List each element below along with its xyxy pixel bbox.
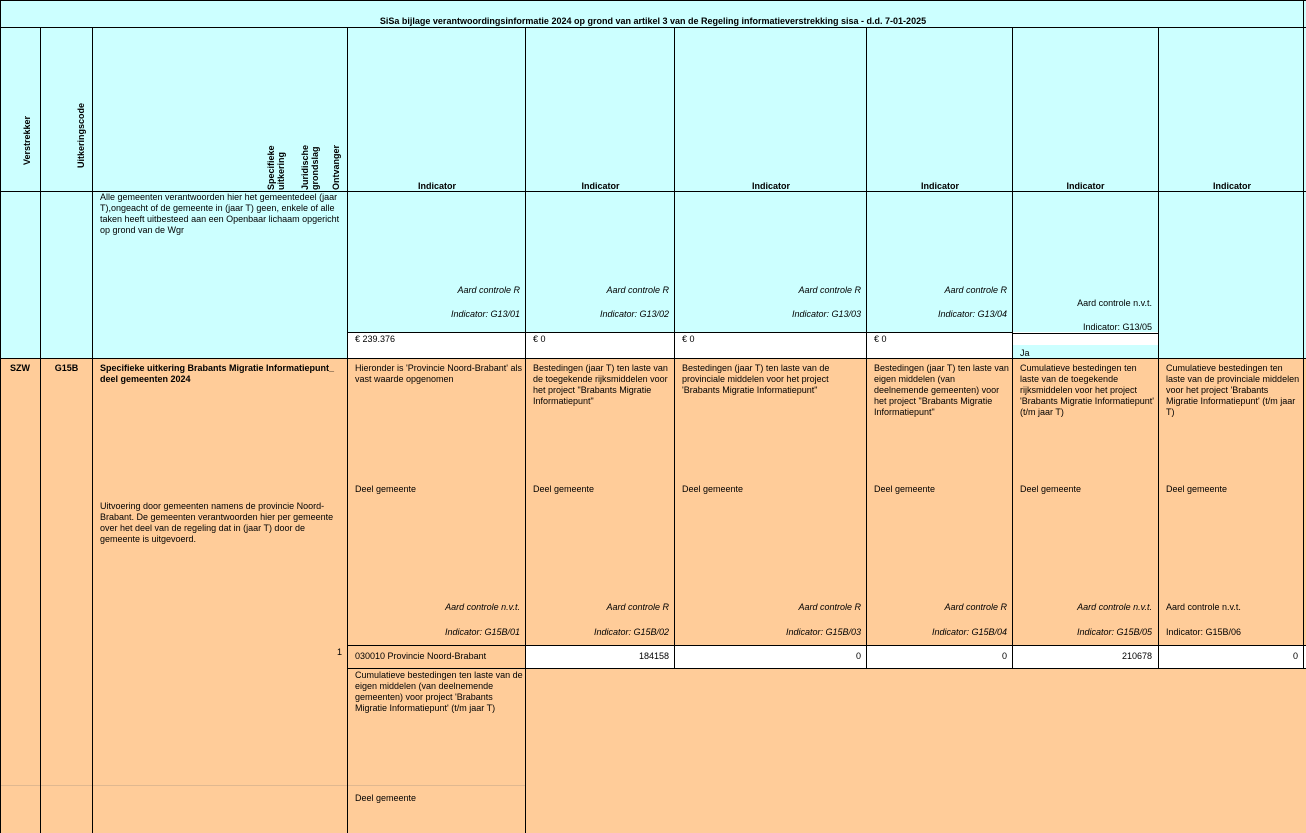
g15b-verstrekker: SZW [10, 363, 30, 373]
grid-line [0, 191, 1306, 192]
g15b-background [0, 358, 1306, 833]
g15b-text-6: Cumulatieve bestedingen ten laste van de provinciale middelen voor het project 'Brabants Migratie Informatiepunt' (t/m jaar T) [1166, 363, 1300, 417]
g15b-aard-6: Aard controle n.v.t. [1166, 602, 1241, 612]
g15b-value-1: 030010 Provincie Noord-Brabant [355, 651, 487, 661]
g13-aard-4: Aard controle R [944, 285, 1007, 295]
g15b-aard-2: Aard controle R [606, 602, 669, 612]
g13-indicator-1: Indicator: G13/01 [450, 309, 520, 319]
col-header-specifieke-uitkering: Specifieke uitkering [266, 145, 286, 190]
grid-line [348, 668, 1306, 669]
indicator-header-5: Indicator [1066, 181, 1105, 191]
g15b-text-4: Bestedingen (jaar T) ten laste van eigen middelen (van deelnemende gemeenten) voor het project "Brabants Migratie Informatiepunt" [874, 363, 1009, 417]
grid-line [0, 785, 525, 786]
g13-aard-5: Aard controle n.v.t. [1077, 298, 1152, 308]
g15b-text-5: Cumulatieve bestedingen ten laste van de toegekende rijksmiddelen voor het project 'Brabants Migratie Informatiepunt' (t/m jaar T) [1020, 363, 1155, 417]
grid-line [0, 0, 1306, 1]
grid-line [0, 358, 1306, 359]
g13-value-5: Ja [1020, 348, 1030, 358]
grid-line [674, 27, 675, 669]
g15b-row-number: 1 [336, 647, 342, 657]
g13-description: Alle gemeenten verantwoorden hier het gemeentedeel (jaar T),ongeacht of de gemeente in (jaar T) geen, enkele of alle taken heeft uitbesteed aan een Openbaar lichaam opgericht op grond van de Wgr [100, 192, 340, 235]
grid-line [348, 645, 1306, 646]
g15b-value-4: 0 [1001, 651, 1007, 661]
g15b-deel-1: Deel gemeente [355, 484, 417, 494]
g15b-extra-text: Cumulatieve bestedingen ten laste van de eigen middelen (van deelnemende gemeenten) voor project 'Brabants Migratie Informatiepunt' (t/m jaar T) [355, 670, 523, 713]
indicator-header-4: Indicator [920, 181, 959, 191]
col-header-ontvanger: Ontvanger [331, 144, 341, 190]
g15b-aard-1: Aard controle n.v.t. [445, 602, 520, 612]
g15b-text-3: Bestedingen (jaar T) ten laste van de provinciale middelen voor het project 'Brabants Migratie Informatiepunt" [682, 363, 830, 395]
grid-line [1158, 27, 1159, 669]
g13-indicator-5: Indicator: G13/05 [1082, 322, 1152, 332]
g15b-deel-5: Deel gemeente [1020, 484, 1082, 494]
g15b-code: G15B [54, 363, 79, 373]
g15b-indicator-4: Indicator: G15B/04 [931, 627, 1007, 637]
grid-line [40, 27, 41, 833]
g13-value-2: € 0 [533, 334, 546, 344]
grid-line [1012, 27, 1013, 669]
col-header-juridische-grondslag: Juridische grondslag [300, 144, 320, 190]
indicator-header-1: Indicator [417, 181, 456, 191]
g15b-text-2: Bestedingen (jaar T) ten laste van de toegekende rijksmiddelen voor het project "Brabants Migratie Informatiepunt" [533, 363, 668, 406]
g15b-indicator-3: Indicator: G15B/03 [785, 627, 861, 637]
grid-line [348, 332, 1013, 333]
grid-line [1303, 0, 1304, 669]
g13-aard-3: Aard controle R [798, 285, 861, 295]
g15b-deel-6: Deel gemeente [1166, 484, 1228, 494]
indicator-header-6: Indicator [1212, 181, 1251, 191]
grid-line [347, 27, 348, 833]
page-title: SiSa bijlage verantwoordingsinformatie 2024 op grond van artikel 3 van de Regeling informatieverstrekking sisa - d.d. 7-01-2025 [379, 16, 927, 26]
g13-indicator-3: Indicator: G13/03 [791, 309, 861, 319]
g15b-indicator-1: Indicator: G15B/01 [444, 627, 520, 637]
g13-indicator-4: Indicator: G13/04 [937, 309, 1007, 319]
grid-line [525, 27, 526, 833]
g15b-indicator-2: Indicator: G15B/02 [593, 627, 669, 637]
indicator-header-3: Indicator [751, 181, 790, 191]
g13-aard-2: Aard controle R [606, 285, 669, 295]
grid-line [92, 27, 93, 833]
grid-line [0, 27, 1306, 28]
g15b-indicator-6: Indicator: G15B/06 [1166, 627, 1242, 637]
col-header-uitkeringscode: Uitkeringscode [76, 102, 86, 168]
g15b-deel-4: Deel gemeente [874, 484, 936, 494]
g15b-extra-deel: Deel gemeente [355, 793, 417, 803]
g13-value-3: € 0 [682, 334, 695, 344]
indicator-header-2: Indicator [581, 181, 620, 191]
g13-aard-1: Aard controle R [457, 285, 520, 295]
g15b-deel-2: Deel gemeente [533, 484, 595, 494]
grid-line [866, 27, 867, 669]
g15b-text-1: Hieronder is 'Provincie Noord-Brabant' als vast waarde opgenomen [355, 363, 523, 384]
grid-line [1013, 333, 1158, 334]
g15b-value-6: 0 [1292, 651, 1298, 661]
g15b-value-3: 0 [855, 651, 861, 661]
g15b-description: Uitvoering door gemeenten namens de provincie Noord-Brabant. De gemeenten verantwoorden hier per gemeente over het deel van de regeling dat in (jaar T) door de gemeente is uitgevoerd. [100, 501, 334, 544]
g15b-value-2: 184158 [638, 651, 669, 661]
g13-value-1: € 239.376 [355, 334, 396, 344]
g15b-value-5: 210678 [1121, 651, 1152, 661]
g13-indicator-2: Indicator: G13/02 [599, 309, 669, 319]
g15b-deel-3: Deel gemeente [682, 484, 744, 494]
g15b-aard-3: Aard controle R [798, 602, 861, 612]
g15b-aard-5: Aard controle n.v.t. [1077, 602, 1152, 612]
grid-line [0, 0, 1, 833]
col-header-verstrekker: Verstrekker [22, 115, 32, 165]
g15b-title: Specifieke uitkering Brabants Migratie Informatiepunt_ deel gemeenten 2024 [100, 363, 335, 384]
g13-value-4: € 0 [874, 334, 887, 344]
g15b-indicator-5: Indicator: G15B/05 [1076, 627, 1152, 637]
g15b-aard-4: Aard controle R [944, 602, 1007, 612]
